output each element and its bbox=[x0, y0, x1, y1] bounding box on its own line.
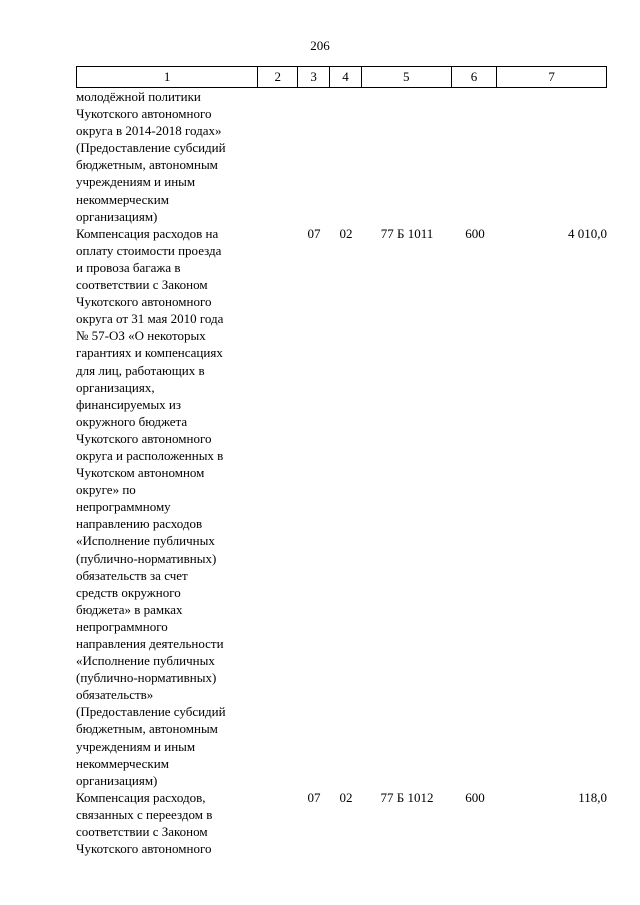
row-subsection: 02 bbox=[339, 225, 353, 241]
table-body bbox=[76, 88, 607, 857]
row-expense-type: 600 bbox=[465, 789, 485, 805]
column-header-5: 5 bbox=[362, 67, 452, 87]
column-header-7: 7 bbox=[548, 69, 555, 84]
column-header-2: 2 bbox=[258, 67, 298, 87]
row-expense-type: 600 bbox=[465, 225, 485, 241]
row-target-article: 77 Б 1011 bbox=[380, 225, 434, 241]
column-number-header bbox=[76, 66, 607, 88]
row-description: молодёжной политики Чукотского автономного округа в 2014-2018 годах» (Предоставление субсидий бюджетным, автономным учреждениям и иным некоммерческим организациям) bbox=[76, 89, 226, 224]
row-subsection: 02 bbox=[339, 789, 353, 805]
column-header-6: 6 bbox=[452, 67, 498, 87]
table-row bbox=[76, 789, 607, 857]
row-section: 07 bbox=[307, 789, 321, 805]
row-description: Компенсация расходов на оплату стоимости проезда и провоза багажа в соответствии с Законом Чукотского автономного округа от 31 мая 2010 года № 57-ОЗ «О некоторых гарантиях и компенсациях для лиц, работающих в организациях, финансируемых из окружного бюджета Чукотского автономного округа и расположенных в Чукотском автономном округе» по непрограммному направлению расходов «Исполнение публичных (публично-нормативных) обязательств за счет средств окружного бюджета» в рамках непрограммного направления деятельности «Исполнение публичных (публично-нормативных) обязательств» (Предоставление субсидий бюджетным, автономным учреждениям и иным некоммерческим организациям) bbox=[76, 225, 226, 788]
column-header-3: 3 bbox=[298, 67, 330, 87]
row-amount: 4 010,0 bbox=[568, 225, 607, 241]
row-section: 07 bbox=[307, 225, 321, 241]
page-number: 206 bbox=[310, 38, 330, 53]
row-amount: 118,0 bbox=[578, 789, 607, 805]
budget-table bbox=[76, 66, 607, 857]
row-target-article: 77 Б 1012 bbox=[380, 789, 434, 805]
table-row bbox=[76, 88, 607, 225]
table-row bbox=[76, 225, 607, 789]
column-header-4: 4 bbox=[330, 67, 362, 87]
column-header-1: 1 bbox=[77, 67, 258, 87]
row-description: Компенсация расходов, связанных с переездом в соответствии с Законом Чукотского автономного bbox=[76, 789, 213, 857]
